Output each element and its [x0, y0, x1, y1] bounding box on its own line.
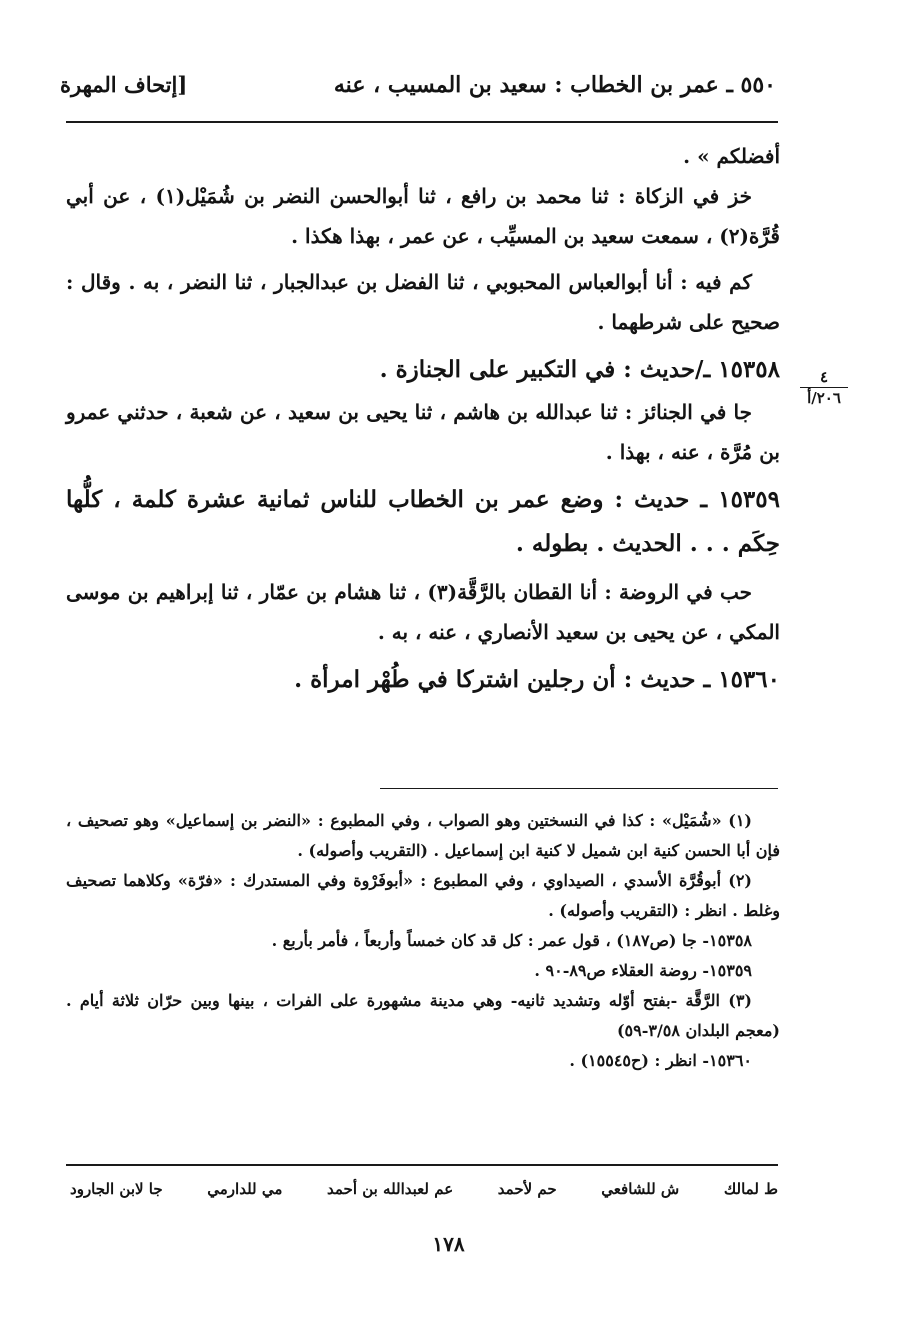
- hadith-heading: ١٥٣٥٨ ـ/حديث : في التكبير على الجنازة .: [379, 356, 780, 383]
- text-paragraph: كم فيه : أنا أبوالعباس المحبوبي ، ثنا الفضل بن عبدالجبار ، ثنا النضر ، به . وقال : صحيح على شرطهما .: [66, 270, 780, 334]
- abbreviation-item: عم لعبدالله بن أحمد: [327, 1180, 454, 1198]
- text-paragraph: خز في الزكاة : ثنا محمد بن رافع ، ثنا أبوالحسن النضر بن شُمَيْل(١) ، عن أبي قُرَّة(٢) ، سمعت سعيد بن المسيِّب ، عن عمر ، بهذا هكذا .: [66, 184, 780, 248]
- folio-page: ٢٠٦/أ: [807, 389, 841, 407]
- hadith-heading: ١٥٣٦٠ ـ حديث : أن رجلين اشتركا في طُهْر امرأة .: [294, 666, 780, 693]
- page-number: ١٧٨: [432, 1232, 465, 1256]
- footnote: ١٥٣٥٨- جا (ص١٨٧) ، قول عمر : كل قد كان خمساً وأربعاً ، فأمر بأربع .: [271, 931, 752, 950]
- abbreviation-item: ط لمالك: [723, 1180, 778, 1198]
- hadith-heading: ١٥٣٥٩ ـ حديث : وضع عمر بن الخطاب للناس ثمانية عشرة كلمة ، كلُّها حِكَم . . . الحديث . بطوله .: [66, 486, 780, 557]
- footnote: (٢) أبوقُرَّة الأسدي ، الصيداوي ، وفي المطبوع : «أبوفَرْوة وفي المستدرك : «فرّة» وكلاهما تصحيف وغلط . انظر : (التقريب وأصوله) .: [66, 871, 780, 920]
- footnotes: [66, 806, 780, 1076]
- book-title: [إتحاف المهرة: [60, 72, 188, 97]
- abbreviations-key: [70, 1180, 778, 1198]
- abbreviation-item: جا لابن الجارود: [70, 1180, 163, 1198]
- footnote: ١٥٣٦٠- انظر : (ح١٥٥٤٥) .: [569, 1051, 752, 1070]
- abbreviations-rule: [66, 1164, 778, 1166]
- abbreviation-item: مي للدارمي: [207, 1180, 283, 1198]
- footnote: (١) «شُمَيْل» : كذا في النسختين وهو الصواب ، وفي المطبوع : «النضر بن إسماعيل» وهو تصحيف ، فإن أبا الحسن كنية ابن شميل لا كنية ابن إسماعيل . (التقريب وأصوله) .: [66, 811, 780, 860]
- main-text: [66, 136, 780, 702]
- chapter-title: ٥٥٠ ـ عمر بن الخطاب : سعيد بن المسيب ، عنه: [333, 72, 776, 98]
- footnote: (٣) الرَّقَّة -بفتح أوّله وتشديد ثانيه- وهي مدينة مشهورة على الفرات ، بينها وبين حرّان ثلاثة أيام . (معجم البلدان ٣/٥٨-٥٩): [66, 991, 780, 1040]
- footnote-rule: [380, 788, 778, 789]
- footnote: ١٥٣٥٩- روضة العقلاء ص٨٩-٩٠ .: [534, 961, 752, 980]
- text-paragraph: جا في الجنائز : ثنا عبدالله بن هاشم ، ثنا يحيى بن سعيد ، عن شعبة ، حدثني عمرو بن مُرَّة ، عنه ، بهذا .: [66, 400, 780, 464]
- text-paragraph: حب في الروضة : أنا القطان بالرَّقَّة(٣) ، ثنا هشام بن عمّار ، ثنا إبراهيم بن موسى المكي ، عن يحيى بن سعيد الأنصاري ، عنه ، به .: [66, 580, 780, 644]
- folio-volume: ٤: [800, 368, 848, 388]
- text-paragraph: أفضلكم » .: [683, 144, 780, 168]
- running-header: [60, 72, 776, 112]
- abbreviation-item: حم لأحمد: [497, 1180, 557, 1198]
- manuscript-folio-note: [800, 368, 848, 407]
- abbreviation-item: ش للشافعي: [601, 1180, 680, 1198]
- header-rule: [66, 121, 778, 123]
